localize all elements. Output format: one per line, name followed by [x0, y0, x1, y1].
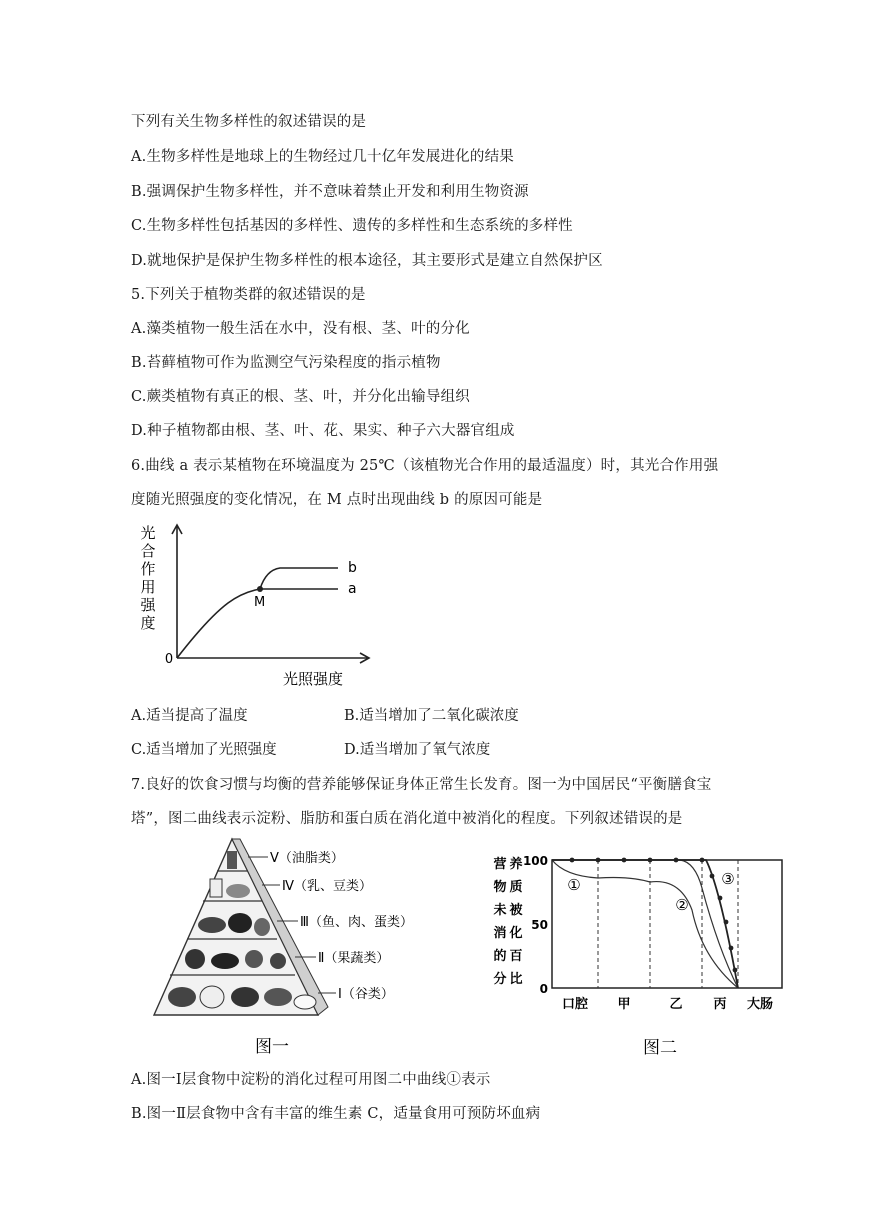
q6-origin-label: 0: [164, 652, 174, 667]
grain-icon: [231, 987, 259, 1007]
q5-option-b: B.苔藓植物可作为监测空气污染程度的指示植物: [131, 355, 441, 371]
pyramid-level-5-label: V（油脂类）: [270, 851, 344, 866]
meat-icon: [228, 913, 252, 933]
q6-ylabel-char: 作: [140, 560, 156, 578]
q6-option-d: D.适当增加了氧气浓度: [344, 742, 491, 758]
q7-option-a: A.图一Ⅰ层食物中淀粉的消化过程可用图二中曲线①表示: [131, 1072, 491, 1088]
fruit-icon: [185, 949, 205, 969]
fig2-region-label: 甲: [617, 997, 631, 1012]
fig2-region-label: 大肠: [746, 997, 774, 1012]
q4-option-c: C.生物多样性包括基因的多样性、遗传的多样性和生态系统的多样性: [131, 218, 573, 234]
q6-curve-b: [260, 568, 338, 589]
rice-ball-icon: [200, 986, 224, 1008]
fig2-ylabel-char: 的: [493, 949, 507, 964]
q4-option-a: A.生物多样性是地球上的生物经过几十亿年发展进化的结果: [131, 149, 514, 165]
q6-xlabel: 光照强度: [282, 670, 344, 688]
fig2-ylabel-char: 物: [493, 880, 507, 895]
q6-stem-line1: 6.曲线 a 表示某植物在环境温度为 25℃（该植物光合作用的最适温度）时，其光合作用强: [131, 458, 719, 474]
pyramid-level-4-label: Ⅳ（乳、豆类）: [282, 879, 372, 894]
q6-point-m: [257, 586, 263, 592]
fig2-ylabel-char: 比: [509, 972, 523, 987]
q5-stem: 5.下列关于植物类群的叙述错误的是: [131, 287, 366, 303]
q4-stem: 下列有关生物多样性的叙述错误的是: [131, 114, 367, 130]
q6-ylabel-char: 强: [140, 596, 156, 614]
grapes-icon: [270, 953, 286, 969]
fig2-caption: 图二: [643, 1038, 677, 1058]
q4-option-d: D.就地保护是保护生物多样性的根本途径，其主要形式是建立自然保护区: [131, 253, 603, 269]
corn-icon: [264, 988, 292, 1006]
milk-carton-icon: [210, 879, 222, 897]
eggplant-icon: [211, 953, 239, 969]
bread-icon: [168, 987, 196, 1007]
pyramid-level-1-label: Ⅰ（谷类）: [338, 987, 394, 1002]
q5-option-d: D.种子植物都由根、茎、叶、花、果实、种子六大器官组成: [131, 423, 515, 439]
pyramid-level-2-label: Ⅱ（果蔬类）: [318, 951, 390, 966]
q6-option-c: C.适当增加了光照强度: [131, 742, 277, 758]
fig2-ylabel-char: 未: [493, 903, 507, 918]
fig2-ytick: 100: [522, 854, 548, 868]
q7-food-pyramid: [150, 835, 450, 1069]
fig2-curve-1-label: ①: [567, 876, 581, 894]
fig2-region-label: 乙: [669, 997, 683, 1012]
fish-icon: [198, 917, 226, 933]
fig2-ylabel-char: 质: [509, 880, 523, 895]
fig1-caption: 图一: [255, 1037, 289, 1057]
fig2-ytick: 0: [539, 982, 548, 996]
fig2-ylabel-char: 化: [509, 926, 523, 941]
fig2-curve-2-label: ②: [675, 896, 689, 914]
q6-ylabel-char: 光: [140, 524, 156, 542]
fig2-ytick: 50: [531, 918, 548, 932]
q6-option-a: A.适当提高了温度: [131, 708, 248, 724]
q6-ylabel-char: 用: [140, 578, 156, 596]
q6-point-m-label: M: [254, 595, 266, 610]
oil-bottle-icon: [227, 851, 237, 869]
fig2-curve-3-dots: [570, 858, 738, 973]
fig2-curve-3-label: ③: [721, 870, 735, 888]
vegetable-icon: [245, 950, 263, 968]
q6-ylabel-char: 度: [140, 614, 156, 632]
q7-option-b: B.图一Ⅱ层食物中含有丰富的维生素 C，适量食用可预防坏血病: [131, 1106, 541, 1122]
q4-option-b: B.强调保护生物多样性，并不意味着禁止开发和利用生物资源: [131, 184, 529, 200]
q5-option-c: C.蕨类植物有真正的根、茎、叶，并分化出输导组织: [131, 389, 470, 405]
fig2-ylabel-char: 营: [493, 857, 507, 872]
q6-option-b: B.适当增加了二氧化碳浓度: [344, 708, 519, 724]
bean-bowl-icon: [226, 884, 250, 898]
pyramid-level-3-label: Ⅲ（鱼、肉、蛋类）: [300, 915, 413, 930]
fig2-ylabel-char: 分: [493, 972, 507, 987]
q6-curve-a-label: a: [348, 581, 357, 597]
fig2-ylabel-char: 养: [509, 857, 523, 872]
q6-curve-b-label: b: [348, 560, 357, 576]
fig2-region-label: 口腔: [561, 997, 589, 1012]
fig2-ylabel-char: 百: [509, 949, 523, 964]
q7-stem-line1: 7.良好的饮食习惯与均衡的营养能够保证身体正常生长发育。图一为中国居民“平衡膳食宝: [131, 777, 712, 793]
fig2-ylabel-char: 消: [493, 926, 507, 941]
q7-stem-line2: 塔”，图二曲线表示淀粉、脂肪和蛋白质在消化道中被消化的程度。下列叙述错误的是: [131, 811, 683, 827]
q5-option-a: A.藻类植物一般生活在水中，没有根、茎、叶的分化: [131, 321, 470, 337]
q6-stem-line2: 度随光照强度的变化情况，在 M 点时出现曲线 b 的原因可能是: [131, 492, 543, 508]
egg-icon: [254, 918, 270, 936]
fig2-region-label: 丙: [713, 997, 727, 1012]
q7-digestion-chart: [480, 848, 790, 1067]
q6-graph: [128, 518, 378, 694]
fig2-ylabel-char: 被: [509, 903, 523, 918]
q6-ylabel-char: 合: [140, 542, 156, 560]
bowl-icon: [294, 995, 316, 1009]
fig2-frame: [552, 860, 782, 988]
